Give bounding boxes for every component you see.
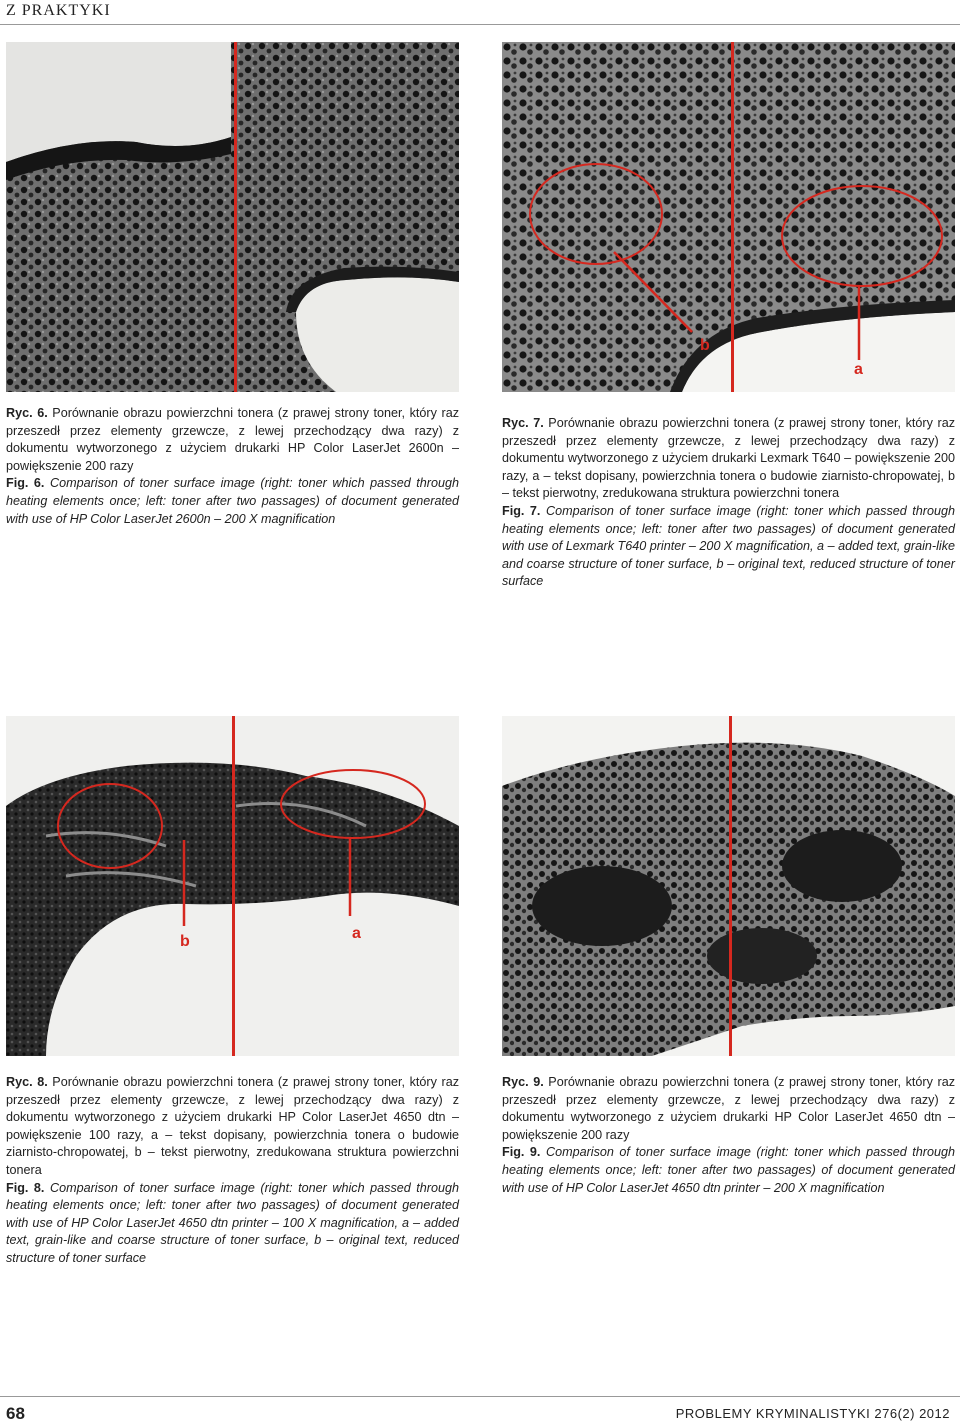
figure-7-label-pl: Ryc. 7.: [502, 416, 544, 430]
figure-9-text-pl: Porównanie obrazu powierzchni tonera (z prawej strony toner, który raz przeszedł przez elementy grzewcze, z lewej przechodzący dwa razy) z dokumentu wytworzonego z użyciem drukarki HP Color LaserJet 4650 dtn – powiększenie 200 razy: [502, 1075, 955, 1142]
figure-6-label-en: Fig. 6.: [6, 476, 45, 491]
journal-title: PROBLEMY KRYMINALISTYKI 276(2) 2012: [675, 1406, 950, 1421]
figure-6-divider-line: [234, 42, 237, 392]
header-divider: [0, 24, 960, 25]
figure-9-label-pl: Ryc. 9.: [502, 1075, 544, 1089]
page-number: 68: [6, 1404, 25, 1423]
figure-7-caption-en: [502, 503, 955, 591]
figure-7-caption-pl: [502, 415, 955, 503]
figure-6-label-pl: Ryc. 6.: [6, 406, 48, 420]
figure-9-micrograph: [502, 716, 955, 1056]
figure-7-micrograph: [502, 42, 955, 392]
figure-8-text-pl: Porównanie obrazu powierzchni tonera (z prawej strony toner, który raz przeszedł przez elementy grzewcze, z lewej przechodzący dwa razy) z dokumentu wytworzonego z użyciem drukarki HP Color LaserJet 4650 dtn – powiększenie 100 razy, a – tekst dopisany, powierzchnia tonera o budowie ziarnisto-chropowatej, b – tekst pierwotny, zredukowana struktura powierzchni tonera: [6, 1075, 459, 1177]
figure-7-caption: [502, 415, 955, 591]
figure-6-caption-en: [6, 475, 459, 528]
figure-7-marker-b: b: [700, 337, 710, 354]
figure-9-caption-en: [502, 1144, 955, 1197]
figure-6-caption-pl: [6, 405, 459, 475]
figure-9-text-en: Comparison of toner surface image (right: toner which passed through heating elements once; left: toner after two passages) of document generated with use of HP Color LaserJet 4650 dtn printer – 200 X magnification: [502, 1145, 956, 1195]
figure-9-divider-line: [729, 716, 732, 1056]
figure-8-text-en: Comparison of toner surface image (right: toner which passed through heating elements once; left: toner after two passages) of document generated with use of HP Color LaserJet 4650 dtn printer – 100 X magnification, a – added text, grain-like and coarse structure of toner surface, b – original text, reduced structure of toner surface: [6, 1180, 460, 1265]
figure-8-marker-a: a: [352, 925, 361, 942]
figure-7-label-en: Fig. 7.: [502, 503, 541, 518]
figure-7-text-pl: Porównanie obrazu powierzchni tonera (z prawej strony toner, który raz przeszedł przez elementy grzewcze, z lewej przechodzący dwa razy) z dokumentu wytworzonego z użyciem drukarki Lexmark T640 – powiększenie 200 razy, a – tekst dopisany, powierzchnia tonera o budowie ziarnisto-chropowatej, b – tekst pierwotny, zredukowana struktura powierzchni tonera: [502, 416, 955, 501]
footer-divider: [0, 1396, 960, 1397]
figure-6-text-pl: Porównanie obrazu powierzchni tonera (z prawej strony toner, który raz przeszedł przez elementy grzewcze, z lewej przechodzący dwa razy) z dokumentu wytworzonego z użyciem drukarki HP Color LaserJet 2600n – powiększenie 200 razy: [6, 406, 459, 473]
figure-6-micrograph: [6, 42, 459, 392]
figure-8-marker-b: b: [180, 933, 190, 950]
figure-8-label-en: Fig. 8.: [6, 1180, 45, 1195]
figure-8-label-pl: Ryc. 8.: [6, 1075, 48, 1089]
figure-8-micrograph: [6, 716, 459, 1056]
section-header: Z PRAKTYKI: [6, 2, 111, 19]
figure-6-text-en: Comparison of toner surface image (right: toner which passed through heating elements once; left: toner after two passages) of document generated with use of HP Color LaserJet 2600n – 200 X magnification: [6, 476, 460, 526]
figure-9-caption-pl: [502, 1074, 955, 1144]
figure-9-label-en: Fig. 9.: [502, 1145, 541, 1160]
figure-7-marker-a: a: [854, 361, 863, 378]
figure-8-caption-pl: [6, 1074, 459, 1180]
figure-8-divider-line: [232, 716, 235, 1056]
figure-6-caption: [6, 405, 459, 528]
figure-8-caption-en: [6, 1180, 459, 1268]
figure-7-text-en: Comparison of toner surface image (right: toner which passed through heating elements once; left: toner after two passages) of document generated with use of Lexmark T640 printer – 200 X magnification, a – added text, grain-like and coarse structure of toner surface, b – original text, reduced structure of toner surface: [502, 503, 956, 589]
figure-7-divider-line: [731, 42, 734, 392]
figure-8-caption: [6, 1074, 459, 1268]
figure-9-caption: [502, 1074, 955, 1197]
